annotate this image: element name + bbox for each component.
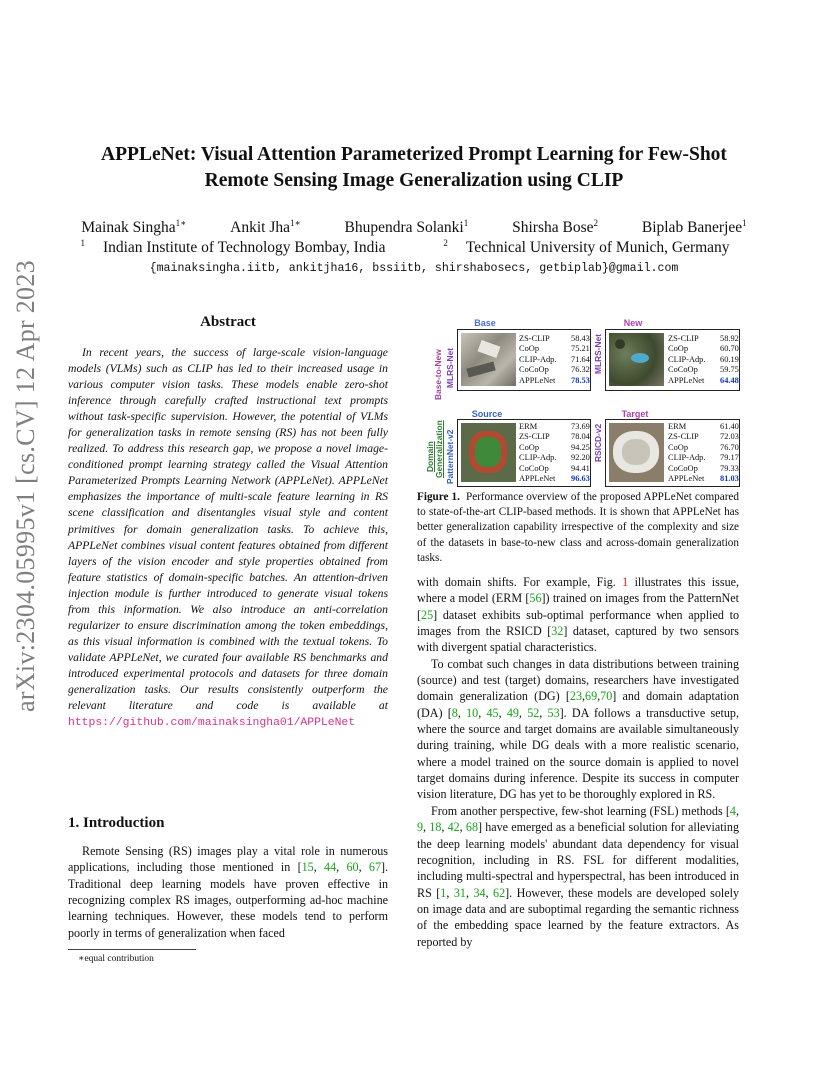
table-row: CLIP-Adp. 92.20	[519, 453, 590, 463]
table-row: CLIP-Adp. 60.19	[668, 354, 739, 364]
citation-link[interactable]: 42	[447, 820, 460, 835]
paper-title	[60, 142, 768, 194]
label-domain: Domain	[425, 441, 435, 472]
table-row: CoCoOp 94.41	[519, 463, 590, 473]
citation-link[interactable]: 53	[547, 705, 560, 720]
citation-link[interactable]: 69	[585, 689, 598, 704]
table-row: APPLeNet 81.03	[668, 474, 739, 484]
table-row: CoCoOp 79.33	[668, 463, 739, 473]
table-row: ZS-CLIP 78.04	[519, 432, 590, 442]
author-emails: {mainaksingha.iitb, ankitjha16, bssiitb, shirshabosecs, getbiplab}@gmail.com	[149, 262, 679, 275]
author: Mainak Singha$^{1∗}$	[81, 218, 187, 237]
panel-source	[457, 419, 591, 487]
citation-link[interactable]: 56	[529, 591, 542, 606]
table-row: CoOp 94.25	[519, 442, 590, 452]
results-table-target	[668, 422, 739, 484]
author: Bhupendra Solanki$^1$	[344, 218, 469, 237]
citation-link[interactable]: 4	[729, 803, 736, 818]
table-row: ERM 61.40	[668, 422, 739, 431]
citation-link[interactable]: 67	[368, 860, 381, 875]
label-base-to-new: Base-to-New	[433, 349, 443, 400]
table-row: CLIP-Adp. 79.17	[668, 453, 739, 463]
author: Biplab Banerjee$^1$	[641, 218, 747, 237]
citation-link[interactable]: 1	[440, 885, 447, 900]
paragraph: From another perspective, few-shot learning (FSL) methods [4, 9, 18, 42, 68] have emerged as a beneficial solution for alleviating the deep learning models' abundant data dependency for visual recognition, including in RS. FSL for different modalities, including multi-spectral and hyperspectral, has been introduced in RS [1, 31, 34, 62]. However, these models are developed solely on image data and are suboptimal regarding the semantic richness of the embedding space learned by the feature extractors. As reported by	[417, 803, 740, 949]
section-heading-introduction: 1. Introduction	[68, 815, 165, 831]
label-rsicd: RSICD-v2	[593, 423, 603, 462]
panel-target	[605, 419, 740, 487]
affiliation: $^2$ Technical University of Munich, Germany	[443, 238, 730, 257]
citation-link[interactable]: 8	[451, 705, 458, 720]
footnote: ∗equal contribution	[78, 954, 154, 964]
panel-new	[605, 329, 740, 391]
intro-paragraph: Remote Sensing (RS) images play a vital role in numerous applications, including those mentioned in [15, 44, 60, 67]. Traditional deep learning models have proven effective in recognizing complex RS images, outperforming ad-hoc machine learning techniques. However, these models tend to perform poorly in terms of generalization when faced	[68, 844, 389, 940]
panel-title-new: New	[623, 318, 643, 328]
paragraph: To combat such changes in data distributions between training (source) and test (target) domains, researchers have investigated domain generalization (DG) [23,69,70] and domain adaptation (DA) [8, 10, 45, 49, 52, 53]. DA follows a transductive setup, where the source and target domains are available simultaneously during training, while DG deals with a more realistic scenario, where a model trained on the source domain is applied to novel target domains during inference. Despite its success in computer vision literature, DG has yet to be thoroughly explored in RS.	[417, 656, 740, 802]
citation-link[interactable]: 62	[493, 885, 506, 900]
citation-link[interactable]: 18	[429, 820, 442, 835]
affiliations	[60, 238, 768, 257]
label-patternnet: PatternNet-v2	[445, 429, 455, 484]
citation-link[interactable]: 31	[453, 885, 466, 900]
table-row: CLIP-Adp. 71.64	[519, 354, 590, 364]
label-generalization: Generalization	[434, 420, 444, 478]
citation-link[interactable]: 60	[346, 860, 359, 875]
aerial-image-target	[609, 423, 664, 482]
panel-title-source: Source	[471, 409, 503, 419]
citation-link[interactable]: 9	[417, 820, 424, 835]
citation-link[interactable]: 32	[551, 624, 564, 639]
figure-1-caption: Figure 1. Performance overview of the proposed APPLeNet compared to state-of-the-art CLIP-based methods. It is shown that APPLeNet has better generalization capability irrespective of the complexity and size of the datasets in base-to-new class and across-domain generalization tasks.	[417, 491, 739, 564]
footnote-rule	[68, 949, 196, 950]
table-row: ZS-CLIP 72.03	[668, 432, 739, 442]
author: Shirsha Bose$^2$	[512, 218, 598, 237]
table-row: ZS-CLIP 58.43	[519, 334, 590, 343]
citation-link[interactable]: 25	[421, 607, 434, 622]
citation-link[interactable]: 52	[527, 705, 540, 720]
label-mlrs-net-right: MLRS-Net	[593, 333, 603, 374]
abstract-heading: Abstract	[200, 314, 256, 330]
title-line-2: Remote Sensing Image Generalization using CLIP	[204, 170, 624, 191]
table-row: APPLeNet 78.53	[519, 375, 590, 385]
table-row: APPLeNet 64.48	[668, 375, 739, 385]
citation-link[interactable]: 15	[301, 860, 314, 875]
code-link[interactable]: https://github.com/mainaksingha01/APPLeNet	[68, 717, 356, 730]
table-row: APPLeNet 96.63	[519, 474, 590, 484]
table-row: CoCoOp 59.75	[668, 365, 739, 375]
author: Ankit Jha$^{1∗}$	[230, 218, 301, 237]
citation-link[interactable]: 49	[506, 705, 519, 720]
table-row: ZS-CLIP 58.92	[668, 334, 739, 343]
table-row: ERM 73.69	[519, 422, 590, 431]
paragraph: with domain shifts. For example, Fig. 1 illustrates this issue, where a model (ERM [56]) trained on images from the PatternNet [25] dataset exhibits sub-optimal performance when applied to images from the RSICD [32] dataset, captured by two sensors with divergent spatial characteristics.	[417, 575, 740, 655]
table-row: CoCoOp 76.32	[519, 365, 590, 375]
panel-title-target: Target	[621, 409, 649, 419]
table-row: CoOp 60.70	[668, 344, 739, 354]
citation-link[interactable]: 44	[324, 860, 337, 875]
citation-link[interactable]: 68	[465, 820, 478, 835]
panel-title-base: Base	[474, 318, 496, 328]
table-row: CoOp 76.70	[668, 442, 739, 452]
results-table-new	[668, 334, 739, 386]
panel-base	[457, 329, 591, 391]
label-mlrs-net-left: MLRS-Net	[445, 347, 455, 388]
figure-1	[425, 316, 740, 486]
title-line-1: APPLeNet: Visual Attention Parameterized Prompt Learning for Few-Shot	[101, 144, 727, 165]
aerial-image-base	[461, 333, 516, 386]
abstract-body: In recent years, the success of large-scale vision-language models (VLMs) such as CLIP has led to their increased usage in various computer vision tasks. These models enable zero-shot inference through carefully crafted instructional text prompts without task-specific supervision. However, the potential of VLMs for generalization tasks in remote sensing (RS) has not been fully realized. To address this research gap, we propose a novel image-conditioned prompt learning strategy called the Visual Attention Parameterized Prompts Learning Network (APPLeNet). APPLeNet emphasizes the importance of multi-scale feature learning in RS scene classification and disentangles visual style and content primitives for domain generalization tasks. To achieve this, APPLeNet combines visual content features obtained from different layers of the vision encoder and style properties obtained from feature statistics of domain-specific batches. An attention-driven injection module is further introduced to generate visual tokens from this information. We also introduce an anti-correlation regularizer to ensure discrimination among the token embeddings, as this visual information is combined with the textual tokens. To validate APPLeNet, we curated four available RS benchmarks and introduced experimental protocols and datasets for three domain generalization tasks. Our results consistently outperform the relevant literature and code is available at https://github.com/mainaksingha01/APPLeNet	[68, 346, 388, 730]
figure-link[interactable]: 1	[622, 575, 629, 589]
right-column-body	[417, 574, 739, 950]
author-list	[60, 218, 768, 237]
citation-link[interactable]: 34	[473, 885, 486, 900]
citation-link[interactable]: 70	[600, 689, 613, 704]
citation-link[interactable]: 45	[486, 705, 499, 720]
citation-link[interactable]: 10	[466, 705, 479, 720]
results-table-base	[519, 334, 590, 386]
aerial-image-new	[609, 333, 664, 386]
arxiv-side-label: arXiv:2304.05995v1 [cs.CV] 12 Apr 2023	[11, 260, 40, 712]
table-row: CoOp 75.21	[519, 344, 590, 354]
affiliation: $^1$ Indian Institute of Technology Bombay, India	[80, 238, 386, 257]
citation-link[interactable]: 23	[569, 689, 583, 704]
results-table-source	[519, 422, 590, 484]
aerial-image-source	[461, 423, 516, 482]
